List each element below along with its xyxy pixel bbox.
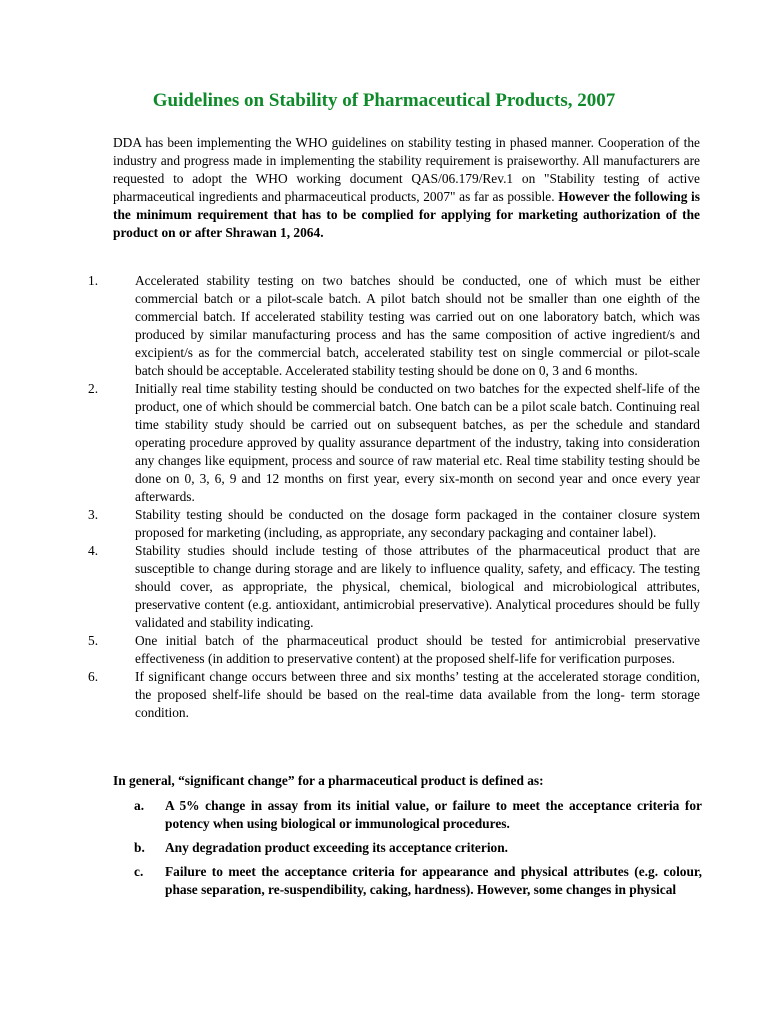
list-item bbox=[134, 839, 702, 857]
intro-paragraph bbox=[113, 134, 700, 242]
list-item bbox=[88, 380, 700, 506]
list-item bbox=[88, 632, 700, 668]
item-number: 6. bbox=[88, 669, 99, 684]
significant-change-heading: In general, “significant change” for a pharmaceutical product is defined as: bbox=[113, 773, 544, 788]
numbered-requirements-list bbox=[88, 272, 700, 722]
item-text: Stability testing should be conducted on the dosage form packaged in the container closure system proposed for marketing (including, as appropriate, any secondary packaging and container label). bbox=[135, 507, 700, 540]
page-title: Guidelines on Stability of Pharmaceutical Products, 2007 bbox=[152, 90, 616, 111]
item-text: Accelerated stability testing on two batches should be conducted, one of which must be either commercial batch or a pilot-scale batch. A pilot batch should not be smaller than one eighth of the commercial batch. If accelerated stability testing was carried out on one laboratory batch, which was produced by similar manufacturing process and has the same composition of active ingredient/s and excipient/s as for the commercial batch, accelerated stability test on single commercial or pilot-scale batch should be acceptable. Accelerated stability testing should be done on 0, 3 and 6 months. bbox=[135, 273, 700, 378]
list-item bbox=[134, 797, 702, 833]
item-number: 1. bbox=[88, 273, 99, 288]
item-number: 4. bbox=[88, 543, 99, 558]
item-text: If significant change occurs between three and six months’ testing at the accelerated storage condition, the proposed shelf-life should be based on the real-time data available from the long- term storage condition. bbox=[135, 669, 700, 720]
item-letter: a. bbox=[134, 798, 145, 813]
list-item bbox=[134, 863, 702, 899]
item-text: A 5% change in assay from its initial value, or failure to meet the acceptance criteria for potency when using biological or immunological procedures. bbox=[165, 798, 702, 831]
significant-change-list bbox=[134, 797, 702, 905]
item-number: 3. bbox=[88, 507, 99, 522]
item-text: Initially real time stability testing should be conducted on two batches for the expected shelf-life of the product, one of which should be commercial batch. One batch can be a pilot scale batch. Continuing real time stability study should be carried out on subsequent batches, as per the schedule and standard operating procedure approved by quality assurance department of the industry, taking into consideration any changes like equipment, process and source of raw material etc. Real time stability testing should be done on 0, 3, 6, 9 and 12 months on first year, every six-month on second year and once every year afterwards. bbox=[135, 381, 700, 504]
intro-requirement-text: However the following is the minimum requirement that has to be complied for applying for marketing authorization of the product on or after Shrawan 1, 2064. bbox=[113, 189, 700, 240]
list-item bbox=[88, 272, 700, 380]
item-number: 5. bbox=[88, 633, 99, 648]
item-text: Any degradation product exceeding its acceptance criterion. bbox=[165, 840, 509, 855]
list-item bbox=[88, 668, 700, 722]
item-letter: c. bbox=[134, 864, 144, 879]
item-text: Failure to meet the acceptance criteria for appearance and physical attributes (e.g. colour, phase separation, re-suspendibility, caking, hardness). However, some changes in physical bbox=[165, 864, 702, 897]
item-text: One initial batch of the pharmaceutical product should be tested for antimicrobial preservative effectiveness (in addition to preservative content) at the proposed shelf-life for verification purposes. bbox=[135, 633, 700, 666]
item-letter: b. bbox=[134, 840, 145, 855]
intro-text: DDA has been implementing the WHO guidelines on stability testing in phased manner. Cooperation of the industry and progress made in implementing the stability requirement is praiseworthy. All manufacturers are requested to adopt the WHO working document QAS/06.179/Rev.1 on "Stability testing of active pharmaceutical ingredients and pharmaceutical products, 2007" as far as possible. bbox=[113, 135, 700, 204]
item-number: 2. bbox=[88, 381, 99, 396]
list-item bbox=[88, 506, 700, 542]
item-text: Stability studies should include testing of those attributes of the pharmaceutical product that are susceptible to change during storage and are likely to influence quality, safety, and efficacy. The testing should cover, as appropriate, the physical, chemical, biological and microbiological attributes, preservative content (e.g. antioxidant, antimicrobial preservative). Analytical procedures should be fully validated and stability indicating. bbox=[135, 543, 700, 630]
list-item bbox=[88, 542, 700, 632]
